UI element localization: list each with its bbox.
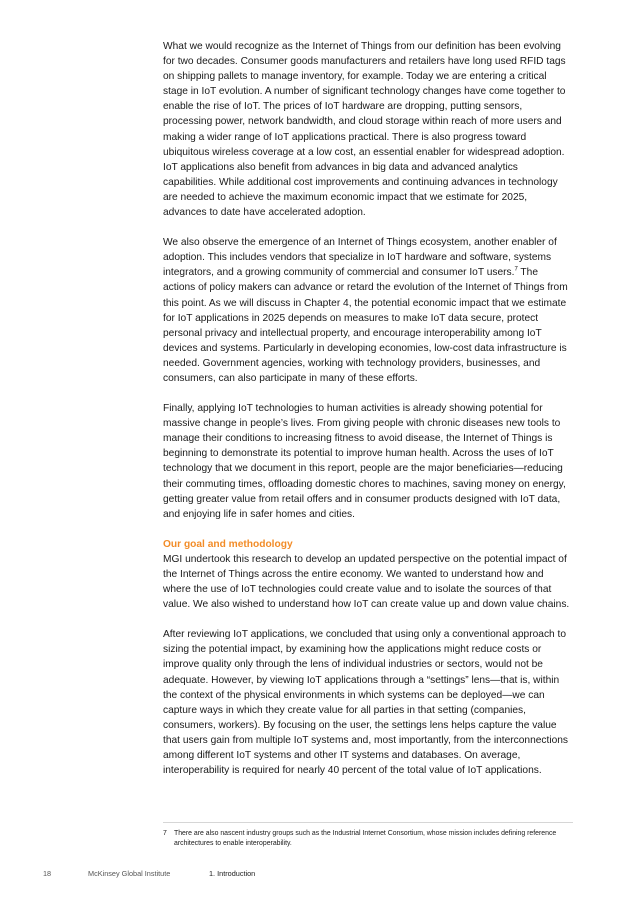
body-text: [163, 39, 573, 793]
chapter-title: 1. Introduction: [209, 869, 256, 878]
page-footer: [0, 868, 636, 882]
footnote: [163, 829, 573, 849]
footnote-text: There are also nascent industry groups such as the Industrial Internet Consortium, whose mission includes defining reference architectures to enable interoperability.: [174, 830, 557, 847]
footnote-mark: 7: [163, 830, 167, 837]
footnote-reference[interactable]: 7: [514, 266, 518, 273]
section-heading: Our goal and methodology: [163, 538, 293, 550]
paragraph-mgi-research: MGI undertook this research to develop an updated perspective on the potential impact of the Internet of Things across the entire economy. We wanted to understand how and where the use of IoT technologies could create value and to isolate the sources of that value. We also wished to understand how IoT can create value up and down value chains.: [163, 553, 570, 611]
paragraph-iot-evolution: What we would recognize as the Internet of Things from our definition has been evolving for two decades. Consumer goods manufacturers and retailers have long used RFID tags on shipping pallets to manage inventory, for example. Today we are entering a critical stage in IoT evolution. A number of significant technology changes have come together to enable the rise of IoT. The prices of IoT hardware are dropping, putting sensors, processing power, network bandwidth, and cloud storage within reach of more users and making a wider range of IoT applications practical. There is also progress toward ubiquitous wireless coverage at a low cost, an essential enabler for widespread adoption. IoT applications also benefit from advances in big data and advanced analytics capabilities. While additional cost improvements and continuing advances in technology are needed to achieve the maximum economic impact that we estimate for 2025, advances to date have accelerated adoption.: [163, 41, 566, 219]
paragraph-settings-lens: After reviewing IoT applications, we concluded that using only a conventional approach to sizing the potential impact, by examining how the applications might reduce costs or improve quality only through the lens of individual industries or sectors, would not be adequate. However, by viewing IoT applications through a “settings” lens—that is, within the context of the physical environments in which systems can be deployed—we can capture ways in which they create value for all parties in that setting (companies, consumers, workers). By focusing on the user, the settings lens helps capture the value that users gain from multiple IoT systems and, most importantly, from the interconnections among different IoT systems and other IT systems and databases. On average, interoperability is required for nearly 40 percent of the total value of IoT applications.: [163, 629, 569, 777]
paragraph-ecosystem-part2: The actions of policy makers can advance or retard the evolution of the Internet of Things from this point. As we will discuss in Chapter 4, the potential economic impact that we estimate for IoT applications in 2025 depends on measures to make IoT data secure, protect personal privacy and intellectual property, and encourage interoperability among IoT devices and systems. Particularly in developing economies, low-cost data infrastructure is needed. Government agencies, working with technology providers, businesses, and consumers, can also participate in many of these efforts.: [163, 267, 568, 384]
page-number: 18: [43, 869, 52, 878]
paragraph-ecosystem: [163, 235, 573, 386]
paragraph-human-benefits: Finally, applying IoT technologies to human activities is already showing potential for massive change in people’s lives. From giving people with chronic diseases new tools to manage their conditions to increasing fitness to avoid disease, the Internet of Things is beginning to demonstrate its potential to improve human health. Across the uses of IoT technology that we document in this report, people are the major beneficiaries—reducing their commuting times, offloading domestic chores to machines, saving money on energy, getting greater value from retail offers and in consumer products designed with IoT data, and enjoying life in safer homes and cities.: [163, 403, 566, 520]
footnote-divider: [163, 822, 573, 823]
paragraph-ecosystem-part1: We also observe the emergence of an Internet of Things ecosystem, another enabler of adoption. This includes vendors that specialize in IoT hardware and software, systems integrators, and a growing community of commercial and consumer IoT users.: [163, 237, 557, 279]
publisher-name: McKinsey Global Institute: [88, 869, 171, 878]
